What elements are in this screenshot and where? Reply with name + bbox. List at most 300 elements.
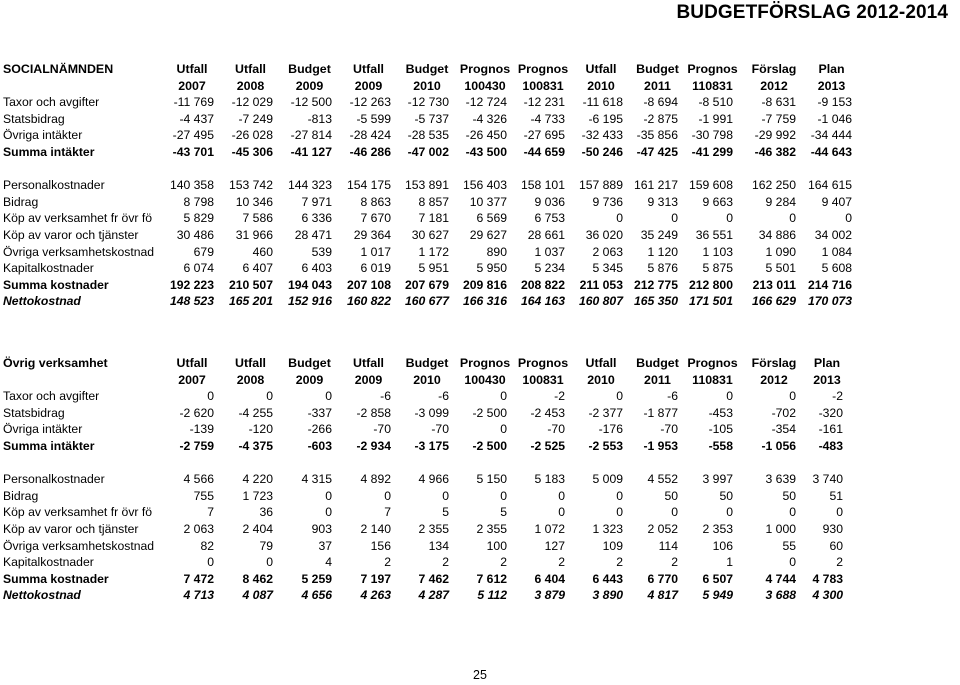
table-cell: 0: [789, 505, 796, 520]
page-number: 25: [473, 668, 487, 682]
table-cell: 2 063: [183, 521, 214, 536]
table-cell: 171 501: [688, 294, 733, 309]
table-cell: 0: [500, 422, 507, 437]
table-cell: -7 759: [761, 111, 796, 126]
table-cell: 165 201: [228, 294, 273, 309]
row-label: Köp av varor och tjänster: [3, 227, 139, 242]
table-cell: -354: [771, 422, 796, 437]
column-header: Utfall: [176, 62, 208, 76]
table-cell: 0: [671, 505, 678, 520]
table-cell: -320: [818, 405, 843, 420]
table-cell: -3 099: [414, 405, 449, 420]
table-cell: -5 737: [414, 111, 449, 126]
column-header: 2009: [354, 78, 383, 93]
table-cell: 162 250: [751, 178, 796, 193]
table-cell: 160 807: [578, 294, 623, 309]
table-cell: 903: [311, 521, 332, 536]
table-row: [0, 538, 846, 555]
table-cell: 0: [207, 555, 214, 570]
column-header: 2013: [817, 78, 846, 93]
section-title: Övrig verksamhet: [3, 356, 108, 370]
table-cell: 4 552: [647, 472, 678, 487]
table-cell: 3 890: [592, 588, 623, 603]
table-cell: 9 284: [765, 194, 796, 209]
table-cell: 0: [442, 488, 449, 503]
table-cell: 3 688: [765, 588, 796, 603]
table-cell: -2 875: [643, 111, 678, 126]
table-cell: 4 220: [242, 472, 273, 487]
table-cell: -11 769: [173, 95, 214, 110]
table-cell: 127: [544, 538, 565, 553]
row-label: Statsbidrag: [3, 111, 65, 126]
table-cell: 166 629: [751, 294, 796, 309]
table-row: [0, 554, 846, 571]
table-cell: -46 382: [754, 144, 796, 159]
table-cell: 6 753: [534, 211, 565, 226]
row-label: Bidrag: [3, 194, 39, 209]
table-cell: 4: [325, 555, 332, 570]
table-row: [0, 227, 855, 244]
row-label: Taxor och avgifter: [3, 95, 100, 110]
table-cell: 29 364: [353, 227, 391, 242]
table-cell: 5 951: [418, 261, 449, 276]
column-header: 2011: [644, 372, 671, 387]
table-cell: 4 892: [360, 472, 391, 487]
table-cell: 6 074: [183, 261, 214, 276]
column-header: 110831: [692, 372, 733, 387]
table-cell: 7 612: [476, 571, 507, 586]
table-row: [0, 127, 855, 144]
table-cell: 4 300: [812, 588, 843, 603]
column-header: 2008: [236, 78, 265, 93]
header-row: [0, 355, 846, 372]
column-header: 2009: [295, 78, 324, 93]
table-row: [0, 521, 846, 538]
table-cell: 194 043: [287, 277, 332, 292]
row-label: Kapitalkostnader: [3, 555, 94, 570]
table-cell: -11 618: [582, 95, 623, 110]
table-cell: 5 112: [477, 588, 507, 603]
table-cell: 0: [789, 555, 796, 570]
table-cell: 50: [719, 488, 733, 503]
table-cell: 460: [252, 244, 273, 259]
table-cell: -70: [431, 422, 449, 437]
table-cell: 0: [789, 389, 796, 404]
table-cell: 79: [259, 538, 273, 553]
table-cell: 114: [658, 538, 678, 553]
table-cell: -1 877: [643, 405, 678, 420]
table-cell: 0: [207, 389, 214, 404]
table-cell: 7 462: [418, 571, 449, 586]
cost-total-row: [0, 571, 846, 588]
ovrig-verksamhet-section: [0, 355, 846, 604]
row-label: Övriga verksamhetskostnad: [3, 538, 155, 553]
column-header: 2013: [813, 372, 841, 387]
table-cell: 1: [726, 555, 733, 570]
header-row: [0, 78, 855, 95]
column-header: Budget: [405, 356, 449, 370]
row-label: Statsbidrag: [3, 405, 65, 420]
table-cell: 35 249: [640, 227, 678, 242]
table-cell: 1 120: [647, 244, 678, 259]
table-cell: 0: [616, 488, 623, 503]
socialnamnden-table: [0, 61, 855, 310]
table-cell: -2 500: [472, 438, 507, 453]
table-cell: -8 510: [698, 95, 733, 110]
row-label: Bidrag: [3, 488, 39, 503]
table-cell: 0: [726, 505, 733, 520]
table-cell: 0: [325, 505, 332, 520]
table-cell: 0: [500, 488, 507, 503]
table-cell: 6 569: [476, 211, 507, 226]
table-cell: 5: [442, 505, 449, 520]
table-cell: 7: [384, 505, 391, 520]
table-cell: 5 949: [702, 588, 733, 603]
table-cell: -4 255: [238, 405, 273, 420]
table-row: [0, 471, 846, 488]
column-header: Prognos: [517, 62, 569, 76]
column-header: Plan: [818, 62, 845, 76]
table-cell: -26 028: [231, 128, 273, 143]
row-label: Kapitalkostnader: [3, 261, 94, 276]
table-cell: -8 631: [761, 95, 796, 110]
table-cell: 7 670: [360, 211, 391, 226]
table-cell: -1 056: [761, 438, 796, 453]
table-cell: 156: [370, 538, 391, 553]
table-cell: 1 017: [360, 244, 391, 259]
column-header: 2010: [587, 78, 615, 93]
table-cell: -266: [307, 422, 332, 437]
column-header: 2008: [236, 372, 265, 387]
table-cell: 4 315: [301, 472, 332, 487]
table-cell: 152 916: [287, 294, 332, 309]
table-cell: 4 713: [183, 588, 214, 603]
table-cell: 2: [442, 555, 449, 570]
table-row: [0, 488, 846, 505]
table-cell: 2 140: [360, 521, 391, 536]
table-cell: -603: [307, 438, 332, 453]
table-cell: 148 523: [169, 294, 214, 309]
table-cell: -2: [554, 389, 565, 404]
table-cell: 4 287: [418, 588, 449, 603]
table-cell: -27 695: [523, 128, 565, 143]
column-header: 100831: [522, 78, 564, 93]
table-cell: -5 599: [356, 111, 391, 126]
column-header: Utfall: [235, 62, 266, 76]
table-cell: -139: [189, 422, 214, 437]
table-cell: 4 087: [242, 588, 273, 603]
table-cell: 30 627: [411, 227, 449, 242]
header-row: [0, 61, 855, 78]
table-cell: 34 002: [814, 227, 853, 242]
table-cell: 4 744: [765, 571, 796, 586]
table-cell: -43 500: [465, 144, 507, 159]
column-header: 100831: [522, 372, 564, 387]
table-cell: 0: [266, 389, 273, 404]
table-cell: 1 072: [534, 521, 565, 536]
table-cell: -1 046: [817, 111, 853, 126]
column-header: 2007: [178, 78, 206, 93]
table-cell: 0: [558, 488, 565, 503]
table-cell: -2 858: [356, 405, 391, 420]
table-cell: -34 444: [810, 128, 853, 143]
table-cell: -27 495: [172, 128, 214, 143]
table-cell: 36: [259, 505, 273, 520]
cost-total-row: [0, 277, 855, 294]
table-cell: -2 934: [356, 438, 391, 453]
table-cell: -44 659: [523, 144, 565, 159]
table-cell: 210 507: [228, 277, 273, 292]
table-cell: -45 306: [231, 144, 273, 159]
column-header: Utfall: [235, 356, 266, 370]
table-cell: 0: [266, 555, 273, 570]
table-cell: 0: [789, 211, 796, 226]
table-row: [0, 504, 846, 521]
table-cell: 890: [486, 244, 507, 259]
table-cell: 2 353: [702, 521, 733, 536]
table-cell: 8 798: [183, 194, 214, 209]
table-cell: 160 822: [346, 294, 391, 309]
table-cell: 28 661: [527, 227, 565, 242]
table-cell: 0: [726, 211, 733, 226]
table-cell: 6 770: [647, 571, 678, 586]
table-cell: 161 217: [633, 178, 678, 193]
table-cell: -41 127: [290, 144, 332, 159]
table-cell: -7 249: [238, 111, 273, 126]
table-cell: 2 355: [476, 521, 507, 536]
table-cell: 4 263: [360, 588, 391, 603]
table-cell: -483: [818, 438, 843, 453]
table-cell: 1 084: [821, 244, 853, 259]
table-cell: -47 425: [636, 144, 678, 159]
table-cell: -6: [380, 389, 391, 404]
row-label: Köp av verksamhet fr övr fö: [3, 211, 153, 226]
row-label: Övriga intäkter: [3, 128, 83, 143]
table-cell: 3 997: [702, 472, 733, 487]
table-cell: -453: [708, 405, 733, 420]
table-cell: 0: [325, 488, 332, 503]
table-row: [0, 244, 855, 261]
table-cell: 7 472: [183, 571, 214, 586]
table-cell: 0: [384, 488, 391, 503]
table-cell: 51: [829, 488, 843, 503]
table-cell: 7 197: [360, 571, 391, 586]
row-label: Summa intäkter: [3, 144, 95, 159]
column-header: Prognos: [687, 62, 738, 76]
table-cell: -6 195: [588, 111, 623, 126]
row-label: Summa intäkter: [3, 438, 95, 453]
table-cell: -4 326: [472, 111, 507, 126]
table-cell: 0: [558, 505, 565, 520]
table-cell: 930: [822, 521, 843, 536]
table-cell: -8 694: [643, 95, 678, 110]
table-cell: 60: [829, 538, 843, 553]
table-cell: 2 355: [418, 521, 449, 536]
table-cell: -1 991: [698, 111, 733, 126]
column-header: 100430: [464, 78, 506, 93]
table-cell: -47 002: [407, 144, 449, 159]
table-cell: 5 259: [301, 571, 332, 586]
table-cell: 144 323: [287, 178, 332, 193]
table-cell: 6 019: [360, 261, 391, 276]
table-cell: -2 500: [472, 405, 507, 420]
table-cell: -4 375: [238, 438, 273, 453]
table-cell: 0: [325, 389, 332, 404]
column-header: 2010: [587, 372, 615, 387]
table-cell: 5: [500, 505, 507, 520]
section-title: SOCIALNÄMNDEN: [3, 62, 114, 76]
table-cell: -2 525: [530, 438, 565, 453]
table-cell: -813: [307, 111, 332, 126]
table-cell: 0: [616, 211, 623, 226]
table-cell: 2: [500, 555, 507, 570]
table-cell: -41 299: [691, 144, 733, 159]
table-cell: -70: [547, 422, 565, 437]
table-cell: 0: [616, 389, 623, 404]
row-label: Köp av varor och tjänster: [3, 521, 139, 536]
spacer-row: [0, 455, 846, 472]
table-cell: 3 740: [812, 472, 843, 487]
table-cell: -702: [771, 405, 796, 420]
row-label: Övriga intäkter: [3, 422, 83, 437]
table-cell: 1 323: [592, 521, 623, 536]
socialnamnden-section: [0, 61, 855, 310]
table-cell: 106: [712, 538, 733, 553]
table-cell: 82: [200, 538, 214, 553]
table-row: [0, 405, 846, 422]
table-cell: 28 471: [294, 227, 332, 242]
table-cell: 2: [671, 555, 678, 570]
table-cell: -558: [708, 438, 733, 453]
table-cell: 166 316: [462, 294, 507, 309]
table-cell: 1 090: [765, 244, 796, 259]
table-cell: -35 856: [636, 128, 678, 143]
table-row: [0, 194, 855, 211]
table-cell: 10 346: [235, 194, 273, 209]
table-cell: 6 404: [534, 571, 565, 586]
table-cell: -12 029: [231, 95, 273, 110]
table-cell: -70: [373, 422, 391, 437]
table-cell: -30 798: [691, 128, 733, 143]
income-total-row: [0, 438, 846, 455]
table-cell: 192 223: [169, 277, 214, 292]
table-cell: 5 150: [476, 472, 507, 487]
column-header: Förslag: [751, 62, 797, 76]
column-header: 2012: [760, 372, 788, 387]
table-cell: 208 822: [520, 277, 565, 292]
table-cell: 5 501: [765, 261, 796, 276]
table-cell: 5 009: [592, 472, 623, 487]
net-cost-row: [0, 587, 846, 604]
table-cell: -12 263: [349, 95, 391, 110]
table-cell: -12 231: [523, 95, 565, 110]
table-cell: -4 733: [530, 111, 565, 126]
column-header: Prognos: [687, 356, 738, 370]
table-cell: 207 108: [346, 277, 391, 292]
table-cell: 4 966: [418, 472, 449, 487]
column-header: Prognos: [459, 356, 511, 370]
section-title: [0, 78, 163, 95]
table-cell: 7 971: [301, 194, 332, 209]
table-cell: -105: [708, 422, 733, 437]
page-title: BUDGETFÖRSLAG 2012-2014: [676, 2, 948, 23]
table-row: [0, 421, 846, 438]
table-cell: 6 336: [301, 211, 332, 226]
table-row: [0, 388, 846, 405]
table-cell: -2 553: [588, 438, 623, 453]
table-cell: -12 500: [290, 95, 332, 110]
column-header: Utfall: [353, 62, 384, 76]
table-cell: 156 403: [462, 178, 507, 193]
column-header: Utfall: [176, 356, 208, 370]
table-cell: 2 063: [592, 244, 623, 259]
table-cell: 6 507: [702, 571, 733, 586]
column-header: 2011: [644, 78, 671, 93]
table-cell: -176: [598, 422, 623, 437]
table-cell: 213 011: [752, 277, 796, 292]
table-cell: 55: [782, 538, 796, 553]
row-label: Nettokostnad: [3, 588, 81, 603]
table-cell: -3 175: [414, 438, 449, 453]
column-header: Prognos: [459, 62, 511, 76]
table-cell: 154 175: [346, 178, 391, 193]
table-row: [0, 94, 855, 111]
table-cell: -50 246: [581, 144, 623, 159]
table-cell: 140 358: [169, 178, 214, 193]
table-cell: 5 950: [476, 261, 507, 276]
column-header: 2010: [413, 372, 441, 387]
table-cell: 211 053: [579, 277, 623, 292]
table-cell: 50: [782, 488, 796, 503]
column-header: Budget: [636, 356, 679, 370]
table-cell: -32 433: [581, 128, 623, 143]
table-cell: 3 639: [765, 472, 796, 487]
column-header: 2009: [354, 372, 383, 387]
table-cell: 8 863: [360, 194, 391, 209]
table-cell: 0: [616, 505, 623, 520]
table-cell: 212 800: [688, 277, 733, 292]
table-cell: -28 424: [349, 128, 391, 143]
column-header: Budget: [405, 62, 449, 76]
column-header: Budget: [288, 62, 331, 76]
table-cell: 157 889: [578, 178, 623, 193]
table-cell: 36 551: [695, 227, 733, 242]
table-cell: 36 020: [585, 227, 623, 242]
table-cell: 207 679: [404, 277, 449, 292]
column-header: 110831: [692, 78, 733, 93]
table-cell: 6 403: [301, 261, 332, 276]
table-cell: -9 153: [817, 95, 853, 110]
table-cell: 7 181: [418, 211, 449, 226]
table-cell: -2 620: [179, 405, 214, 420]
table-cell: 134: [428, 538, 449, 553]
ovrig-verksamhet-table: [0, 355, 846, 604]
row-label: Summa kostnader: [3, 277, 109, 292]
table-cell: -1 953: [643, 438, 678, 453]
column-header: 2010: [413, 78, 441, 93]
column-header: Budget: [288, 356, 331, 370]
table-cell: 164 163: [520, 294, 565, 309]
income-total-row: [0, 144, 855, 161]
table-cell: 100: [486, 538, 507, 553]
table-cell: 164 615: [808, 178, 853, 193]
table-row: [0, 177, 855, 194]
table-cell: -44 643: [810, 144, 853, 159]
table-cell: -2: [832, 389, 843, 404]
table-cell: -2 377: [588, 405, 623, 420]
table-cell: 214 716: [808, 277, 853, 292]
table-cell: 5 876: [647, 261, 678, 276]
